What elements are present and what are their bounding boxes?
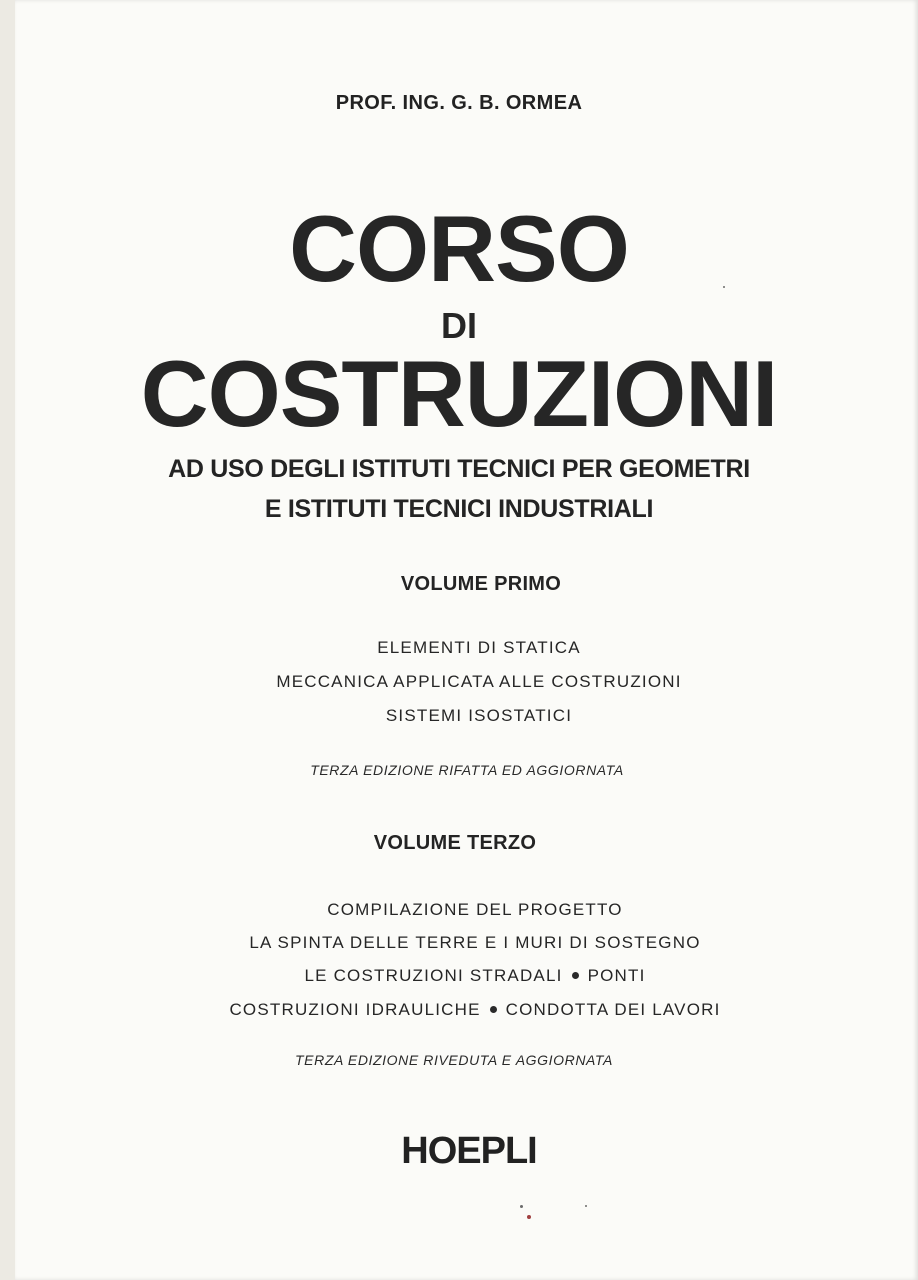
topic-right: CONDOTTA DEI LAVORI — [505, 1000, 721, 1019]
volume-terzo-edition-note: TERZA EDIZIONE RIVEDUTA E AGGIORNATA — [295, 1052, 613, 1068]
volume-primo-heading: VOLUME PRIMO — [400, 573, 562, 595]
volume-primo-topic: ELEMENTI DI STATICA — [377, 638, 581, 657]
volume-primo-edition-note: TERZA EDIZIONE RIFATTA ED AGGIORNATA — [310, 762, 624, 778]
topic-right: PONTI — [587, 966, 646, 985]
title-line-costruzioni: COSTRUZIONI — [140, 341, 778, 446]
paper-speck — [585, 1205, 587, 1207]
volume-terzo-heading: VOLUME TERZO — [373, 832, 537, 854]
publisher-name: HOEPLI — [401, 1130, 537, 1172]
bullet-dot-icon — [572, 972, 579, 979]
volume-primo-topic: MECCANICA APPLICATA ALLE COSTRUZIONI — [276, 672, 682, 691]
author-name: PROF. ING. G. B. ORMEA — [335, 92, 583, 114]
paper-speck — [723, 286, 725, 288]
volume-terzo-topic-pair — [16, 1000, 918, 1020]
subtitle-line-1: AD USO DEGLI ISTITUTI TECNICI PER GEOMETRI — [168, 455, 750, 483]
paper-speck — [520, 1205, 523, 1208]
volume-terzo-topic-pair — [16, 966, 918, 986]
volume-terzo-topic: COMPILAZIONE DEL PROGETTO — [327, 900, 623, 919]
volume-primo-topic: SISTEMI ISOSTATICI — [385, 706, 573, 725]
topic-left: COSTRUZIONI IDRAULICHE — [229, 1000, 481, 1019]
title-line-di: DI — [441, 305, 477, 346]
title-line-corso: CORSO — [289, 196, 629, 301]
paper-speck — [527, 1215, 531, 1219]
subtitle-line-2: E ISTITUTI TECNICI INDUSTRIALI — [264, 495, 654, 523]
volume-terzo-topic: LA SPINTA DELLE TERRE E I MURI DI SOSTEGNO — [249, 933, 701, 952]
bullet-dot-icon — [490, 1006, 497, 1013]
topic-left: LE COSTRUZIONI STRADALI — [304, 966, 563, 985]
